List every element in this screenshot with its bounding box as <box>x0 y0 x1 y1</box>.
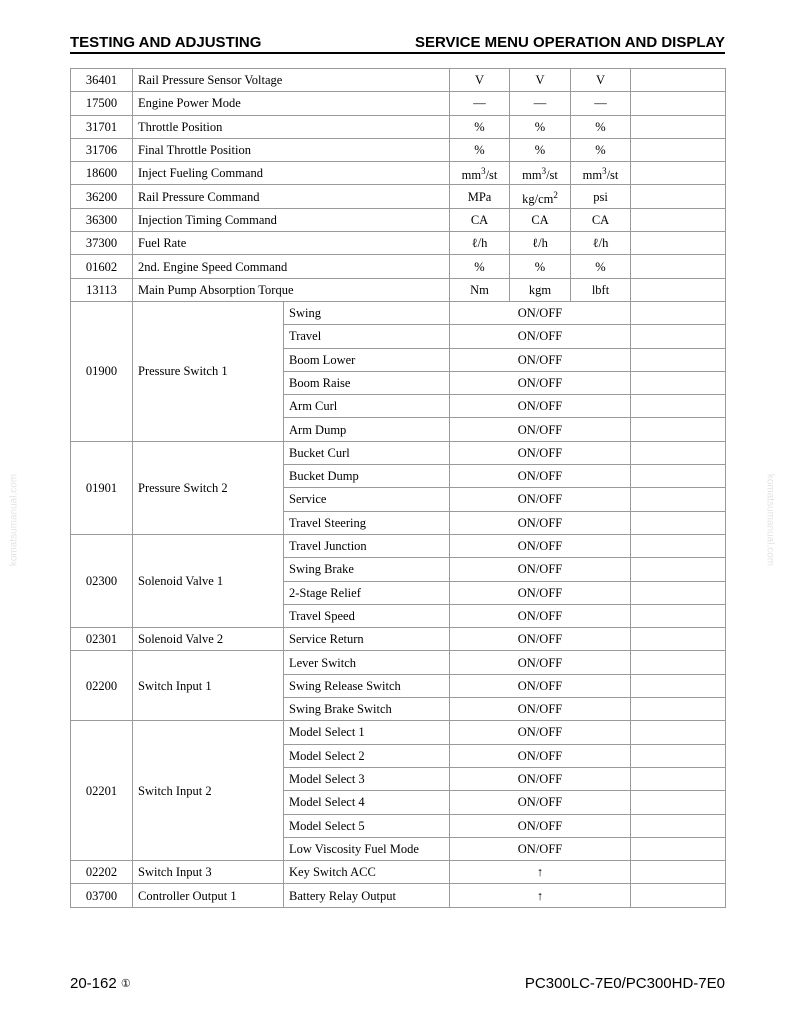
sub-item-name: Travel Speed <box>284 604 450 627</box>
unit-cell <box>450 138 510 161</box>
sub-item-name: Boom Raise <box>284 371 450 394</box>
blank-cell <box>631 861 726 884</box>
table-row <box>71 255 726 278</box>
unit-cell <box>571 162 631 185</box>
sub-item-name: Model Select 4 <box>284 791 450 814</box>
sub-item-value: ON/OFF <box>450 534 631 557</box>
table-row <box>71 232 726 255</box>
item-name: Final Throttle Position <box>133 138 450 161</box>
sub-item-name: Bucket Curl <box>284 441 450 464</box>
blank-cell <box>631 604 726 627</box>
unit-suffix: /st <box>485 168 498 183</box>
item-code: 31706 <box>71 138 133 161</box>
item-name: Fuel Rate <box>133 232 450 255</box>
sub-item-value: ON/OFF <box>450 418 631 441</box>
sub-item-name: Model Select 3 <box>284 767 450 790</box>
unit-cell <box>450 92 510 115</box>
unit-text: mm <box>522 168 542 183</box>
unit-cell <box>510 92 571 115</box>
unit-cell <box>571 69 631 92</box>
blank-cell <box>631 744 726 767</box>
group-code: 01901 <box>71 441 133 534</box>
group-name: Pressure Switch 1 <box>133 301 284 441</box>
unit-cell <box>571 278 631 301</box>
blank-cell <box>631 674 726 697</box>
table-row <box>71 884 726 907</box>
sub-item-value: ON/OFF <box>450 744 631 767</box>
sub-item-name: Swing <box>284 301 450 324</box>
unit-text: kgm <box>528 282 552 297</box>
blank-cell <box>631 395 726 418</box>
group-code: 02202 <box>71 861 133 884</box>
table-row <box>71 628 726 651</box>
group-name: Switch Input 2 <box>133 721 284 861</box>
unit-cell <box>571 232 631 255</box>
item-code: 31701 <box>71 115 133 138</box>
unit-text: ℓ/h <box>592 236 609 251</box>
blank-cell <box>631 418 726 441</box>
page-header <box>70 34 725 54</box>
blank-cell <box>631 301 726 324</box>
blank-cell <box>631 721 726 744</box>
blank-cell <box>631 348 726 371</box>
sub-item-name: Service Return <box>284 628 450 651</box>
sub-item-value: ON/OFF <box>450 814 631 837</box>
sub-item-name: Swing Brake <box>284 558 450 581</box>
sub-item-value: ON/OFF <box>450 604 631 627</box>
sub-item-name: Model Select 2 <box>284 744 450 767</box>
unit-cell <box>510 69 571 92</box>
blank-cell <box>631 884 726 907</box>
sub-item-value: ON/OFF <box>450 558 631 581</box>
unit-cell <box>571 185 631 208</box>
unit-cell <box>571 255 631 278</box>
sub-item-value: ON/OFF <box>450 837 631 860</box>
item-name: Injection Timing Command <box>133 208 450 231</box>
blank-cell <box>631 651 726 674</box>
table-row <box>71 69 726 92</box>
blank-cell <box>631 837 726 860</box>
table-row <box>71 138 726 161</box>
blank-cell <box>631 698 726 721</box>
service-menu-table <box>70 68 726 908</box>
sub-item-name: Key Switch ACC <box>284 861 450 884</box>
item-code: 01602 <box>71 255 133 278</box>
unit-exponent: 3 <box>481 166 486 177</box>
group-code: 01900 <box>71 301 133 441</box>
unit-text: ℓ/h <box>532 236 548 251</box>
sub-item-value: ↑ <box>450 861 631 884</box>
blank-cell <box>631 814 726 837</box>
sub-item-value: ON/OFF <box>450 395 631 418</box>
group-name: Switch Input 3 <box>133 861 284 884</box>
blank-cell <box>631 767 726 790</box>
table-row <box>71 185 726 208</box>
sub-item-value: ON/OFF <box>450 767 631 790</box>
unit-cell <box>450 255 510 278</box>
sub-item-name: Model Select 1 <box>284 721 450 744</box>
sub-item-value: ON/OFF <box>450 628 631 651</box>
unit-text: Nm <box>470 282 489 297</box>
unit-cell <box>450 115 510 138</box>
sub-item-name: Bucket Dump <box>284 465 450 488</box>
item-code: 36200 <box>71 185 133 208</box>
group-code: 02201 <box>71 721 133 861</box>
blank-cell <box>631 278 726 301</box>
sub-item-value: ON/OFF <box>450 371 631 394</box>
unit-text: % <box>595 143 606 158</box>
sub-item-value: ON/OFF <box>450 791 631 814</box>
sub-item-value: ON/OFF <box>450 511 631 534</box>
unit-cell <box>510 115 571 138</box>
table-row <box>71 92 726 115</box>
unit-text: V <box>596 73 606 88</box>
page-footer <box>70 975 725 995</box>
blank-cell <box>631 488 726 511</box>
unit-cell <box>450 278 510 301</box>
sub-item-name: 2-Stage Relief <box>284 581 450 604</box>
item-name: 2nd. Engine Speed Command <box>133 255 450 278</box>
item-code: 36300 <box>71 208 133 231</box>
unit-text: V <box>535 73 545 88</box>
unit-cell <box>450 185 510 208</box>
unit-text: % <box>534 119 546 134</box>
unit-exponent: 3 <box>602 166 607 177</box>
sub-item-value: ON/OFF <box>450 698 631 721</box>
blank-cell <box>631 162 726 185</box>
unit-text: % <box>534 143 546 158</box>
item-name: Main Pump Absorption Torque <box>133 278 450 301</box>
item-code: 18600 <box>71 162 133 185</box>
unit-cell <box>571 115 631 138</box>
revision-mark: ① <box>120 978 131 990</box>
blank-cell <box>631 628 726 651</box>
blank-cell <box>631 558 726 581</box>
sub-item-name: Arm Curl <box>284 395 450 418</box>
unit-text: — <box>533 96 547 111</box>
sub-item-value: ON/OFF <box>450 348 631 371</box>
unit-suffix: /st <box>546 168 558 183</box>
sub-item-name: Battery Relay Output <box>284 884 450 907</box>
unit-cell <box>510 162 571 185</box>
table-row <box>71 162 726 185</box>
unit-text: % <box>595 119 606 134</box>
blank-cell <box>631 92 726 115</box>
unit-text: mm <box>582 168 603 183</box>
group-name: Solenoid Valve 1 <box>133 534 284 627</box>
blank-cell <box>631 371 726 394</box>
sub-item-name: Boom Lower <box>284 348 450 371</box>
header-section-title: TESTING AND ADJUSTING <box>70 34 262 51</box>
unit-text: ℓ/h <box>471 236 488 251</box>
unit-text: % <box>534 259 546 274</box>
table-row <box>71 441 726 464</box>
sub-item-value: ON/OFF <box>450 465 631 488</box>
sub-item-name: Lever Switch <box>284 651 450 674</box>
unit-suffix: /st <box>606 168 619 183</box>
table-row <box>71 208 726 231</box>
page-number: 20-162 ① <box>70 975 131 992</box>
sub-item-name: Low Viscosity Fuel Mode <box>284 837 450 860</box>
blank-cell <box>631 325 726 348</box>
table-row <box>71 301 726 324</box>
sub-item-value: ON/OFF <box>450 488 631 511</box>
sub-item-name: Travel <box>284 325 450 348</box>
watermark-right: komatsumanual.com <box>764 473 776 567</box>
group-code: 03700 <box>71 884 133 907</box>
item-name: Throttle Position <box>133 115 450 138</box>
sub-item-value: ON/OFF <box>450 651 631 674</box>
blank-cell <box>631 534 726 557</box>
blank-cell <box>631 441 726 464</box>
sub-item-name: Service <box>284 488 450 511</box>
group-name: Solenoid Valve 2 <box>133 628 284 651</box>
sub-item-value: ON/OFF <box>450 325 631 348</box>
item-code: 17500 <box>71 92 133 115</box>
blank-cell <box>631 465 726 488</box>
sub-item-value: ↑ <box>450 884 631 907</box>
table-row <box>71 861 726 884</box>
model-name: PC300LC-7E0/PC300HD-7E0 <box>524 975 725 992</box>
header-rule <box>70 52 725 54</box>
unit-text: mm <box>461 168 482 183</box>
sub-item-name: Arm Dump <box>284 418 450 441</box>
unit-cell <box>571 138 631 161</box>
unit-text: CA <box>531 212 549 227</box>
sub-item-name: Travel Junction <box>284 534 450 557</box>
item-name: Engine Power Mode <box>133 92 450 115</box>
blank-cell <box>631 581 726 604</box>
sub-item-name: Travel Steering <box>284 511 450 534</box>
unit-cell <box>571 92 631 115</box>
sub-item-value: ON/OFF <box>450 721 631 744</box>
group-name: Pressure Switch 2 <box>133 441 284 534</box>
unit-text: % <box>474 259 485 274</box>
sub-item-value: ON/OFF <box>450 581 631 604</box>
unit-cell <box>450 232 510 255</box>
unit-text: — <box>594 96 607 111</box>
blank-cell <box>631 185 726 208</box>
unit-text: lbft <box>591 282 610 297</box>
unit-text: MPa <box>467 189 492 204</box>
item-name: Rail Pressure Command <box>133 185 450 208</box>
blank-cell <box>631 69 726 92</box>
blank-cell <box>631 511 726 534</box>
table-row <box>71 721 726 744</box>
blank-cell <box>631 208 726 231</box>
header-chapter-title: SERVICE MENU OPERATION AND DISPLAY <box>414 34 725 51</box>
unit-text: % <box>474 143 485 158</box>
unit-cell <box>510 138 571 161</box>
unit-cell <box>510 255 571 278</box>
group-name: Switch Input 1 <box>133 651 284 721</box>
blank-cell <box>631 255 726 278</box>
sub-item-name: Model Select 5 <box>284 814 450 837</box>
unit-text: % <box>595 259 606 274</box>
unit-text: V <box>475 73 485 88</box>
unit-cell <box>510 232 571 255</box>
blank-cell <box>631 138 726 161</box>
unit-text: CA <box>470 212 489 227</box>
table-row <box>71 651 726 674</box>
item-code: 36401 <box>71 69 133 92</box>
unit-cell <box>450 162 510 185</box>
unit-text: — <box>473 96 486 111</box>
unit-exponent: 3 <box>541 166 547 177</box>
sub-item-name: Swing Brake Switch <box>284 698 450 721</box>
blank-cell <box>631 232 726 255</box>
unit-cell <box>510 278 571 301</box>
unit-text: CA <box>591 212 610 227</box>
sub-item-value: ON/OFF <box>450 441 631 464</box>
item-code: 13113 <box>71 278 133 301</box>
sub-item-value: ON/OFF <box>450 301 631 324</box>
item-name: Inject Fueling Command <box>133 162 450 185</box>
unit-cell <box>571 208 631 231</box>
watermark-left: komatsumanual.com <box>8 473 20 567</box>
item-name: Rail Pressure Sensor Voltage <box>133 69 450 92</box>
table-row <box>71 115 726 138</box>
item-code: 37300 <box>71 232 133 255</box>
group-code: 02200 <box>71 651 133 721</box>
group-name: Controller Output 1 <box>133 884 284 907</box>
unit-cell <box>450 69 510 92</box>
table-row <box>71 278 726 301</box>
sub-item-name: Swing Release Switch <box>284 674 450 697</box>
group-code: 02301 <box>71 628 133 651</box>
sub-item-value: ON/OFF <box>450 674 631 697</box>
unit-exponent: 2 <box>553 189 558 200</box>
blank-cell <box>631 115 726 138</box>
blank-cell <box>631 791 726 814</box>
group-code: 02300 <box>71 534 133 627</box>
table-row <box>71 534 726 557</box>
unit-cell <box>510 208 571 231</box>
unit-text: psi <box>593 189 608 204</box>
unit-text: kg/cm <box>522 191 554 206</box>
unit-cell <box>510 185 571 208</box>
unit-cell <box>450 208 510 231</box>
unit-text: % <box>474 119 485 134</box>
